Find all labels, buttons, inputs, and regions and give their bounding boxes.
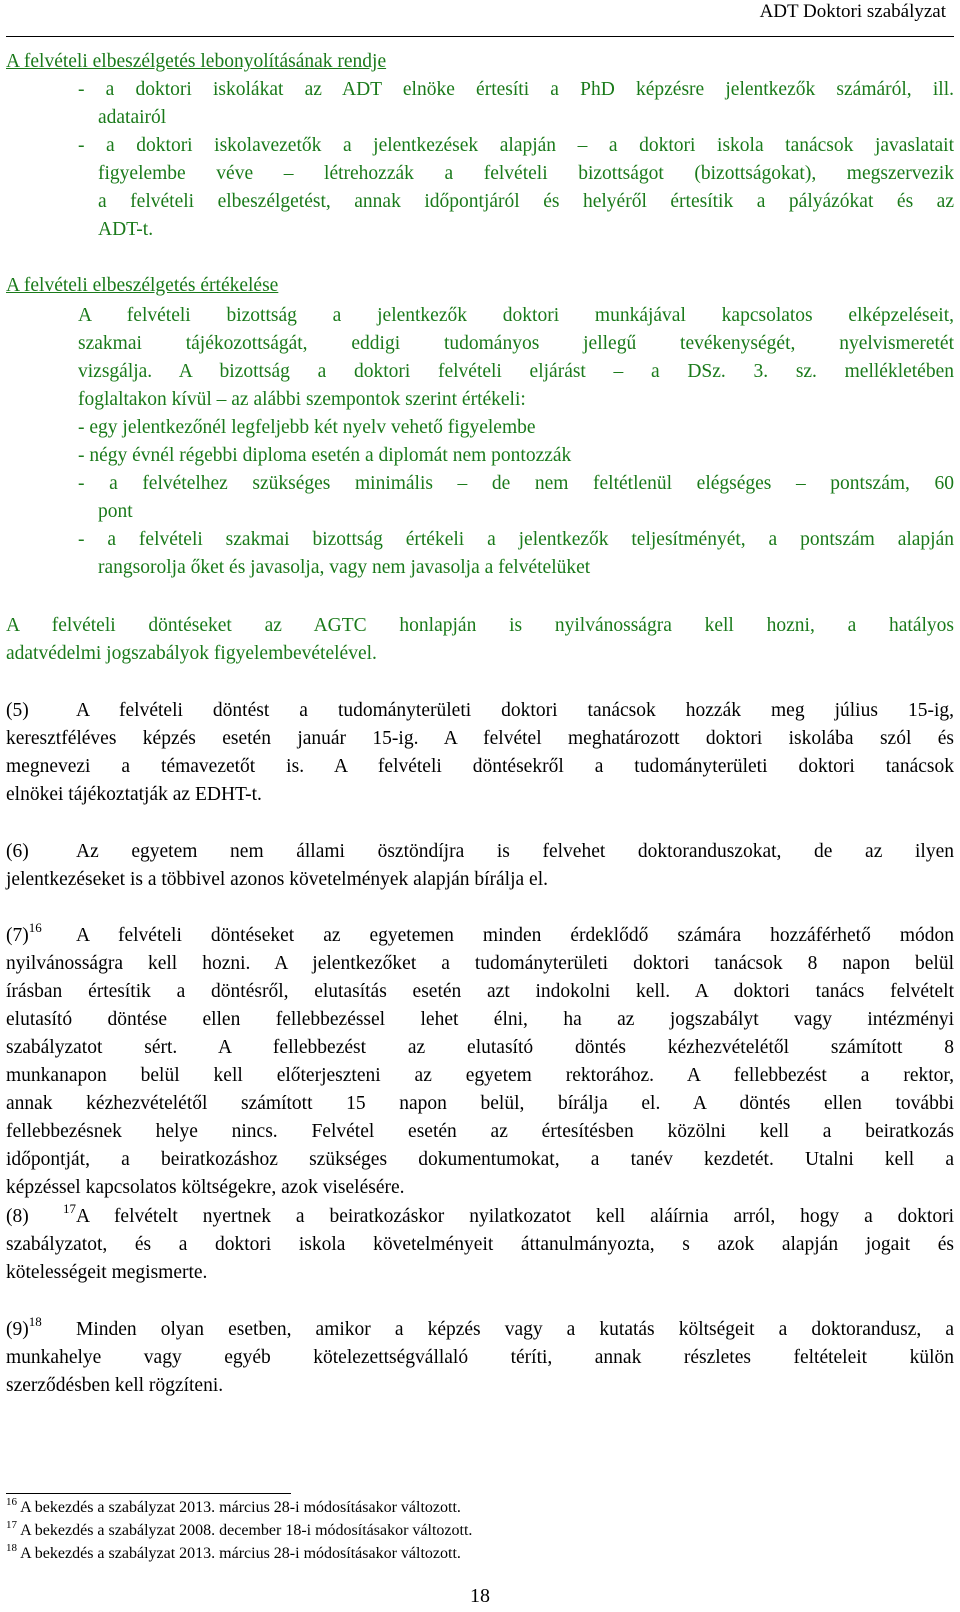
body-text-line: kötelességeit megismerte. [6,1262,208,1283]
footnote-separator [6,1493,291,1494]
list-item-continuation: pont [98,501,133,522]
paragraph-number: (6) [6,841,29,862]
list-item-continuation: rangsorolja őket és javasolja, vagy nem javasolja a felvételüket [98,557,591,578]
paragraph-9-first-line: $(9)^{18}$ Minden olyan esetben, amikor a képzés vagy a kutatás költségeit a doktorandusz, a [6,1316,954,1344]
footnote-ref: 16 [28,920,42,935]
footnote: $^{18}$ A bekezdés a szabályzat 2013. március 28-i módosításakor változott. [6,1542,461,1562]
paragraph-number: (8) $^{17}$ [6,1201,76,1227]
paragraph-8-first-line: (8) $^{17}$A felvételt nyertnek a beiratkozáskor nyilatkozatot kell aláírnia arról, hogy a doktori [6,1203,954,1231]
list-item-continuation: a felvételi elbeszélgetést, annak időpontjáról és helyéről értesítik a pályázókat és az [98,191,954,212]
body-text-line: fellebbezésnek helye nincs. Felvétel esetén az értesítésben közölni kell a beiratkozás [6,1121,954,1142]
list-item: - a felvételhez szükséges minimális – de nem feltétlenül elégséges – pontszám, 60 [78,473,954,494]
body-text-line: adatvédelmi jogszabályok figyelembevételével. [6,643,377,664]
body-text-line: szakmai tájékozottságát, eddigi tudományos jellegű tevékenységét, nyelvismeretét [78,333,954,354]
list-item: - egy jelentkezőnél legfeljebb két nyelv vehető figyelembe [78,417,536,438]
footnote-ref: 18 [28,1314,42,1329]
list-item-continuation: figyelembe véve – létrehozzák a felvételi bizottságot (bizottságokat), megszervezik [98,163,954,184]
list-item-continuation: ADT-t. [98,219,154,240]
paragraph-number: $(7)^{16}$ [6,920,42,946]
list-item: - a doktori iskolavezetők a jelentkezések alapján – a doktori iskola tanácsok javaslatait [78,135,954,156]
body-text-line: jelentkezéseket is a többivel azonos követelmények alapján bírálja el. [6,869,548,890]
body-text-line: időpontját, a beiratkozáshoz szükséges dokumentumokat, a tanév kezdetét. Utalni kell a [6,1149,954,1170]
page-number: 18 [470,1585,490,1607]
body-text-line: foglaltakon kívül – az alábbi szempontok szerint értékeli: [78,389,526,410]
body-text-line: képzéssel kapcsolatos költségekre, azok viselésére. [6,1177,405,1198]
section-heading-procedure: A felvételi elbeszélgetés lebonyolításának rendje [6,51,387,72]
body-text-line: munkahelye vagy egyéb kötelezettségvállaló téríti, annak részletes feltételeit külön [6,1347,954,1368]
list-item: - négy évnél régebbi diploma esetén a diplomát nem pontozzák [78,445,572,466]
list-item-continuation: adatairól [98,107,167,128]
body-text-line: elnökei tájékoztatják az EDHT-t. [6,784,262,805]
footnote: $^{16}$ A bekezdés a szabályzat 2013. március 28-i módosításakor változott. [6,1496,461,1516]
body-text-line: szerződésben kell rögzíteni. [6,1375,224,1396]
body-text-line: keresztféléves képzés esetén január 15-ig. A felvétel meghatározott doktori iskolába szól és [6,728,954,749]
body-text-line: A felvételi döntéseket az AGTC honlapján is nyilvánosságra kell hozni, a hatályos [6,615,954,636]
body-text-line: munkanapon belül kell előterjeszteni az egyetem rektorához. A fellebbezést a rektor, [6,1065,954,1086]
body-text-line: megnevezi a témavezetőt is. A felvételi döntésekről a tudományterületi doktori tanácsok [6,756,954,777]
body-text-line: A felvételi bizottság a jelentkezők doktori munkájával kapcsolatos elképzeléseit, [78,305,954,326]
body-text-line: szabályzatot, és a doktori iskola követelményeit áttanulmányozta, s azok alapján jogait és [6,1234,954,1255]
paragraph-5-first-line: (5) A felvételi döntést a tudományterületi doktori tanácsok hozzák meg július 15-ig, [6,697,954,725]
list-item: - a felvételi szakmai bizottság értékeli a jelentkezők teljesítményét, a pontszám alapján [78,529,954,550]
section-heading-evaluation: A felvételi elbeszélgetés értékelése [6,275,279,296]
paragraph-number: (5) [6,700,29,721]
body-text-line: nyilvánosságra kell hozni. A jelentkezőket a tudományterületi doktori tanácsok 8 napon belül [6,953,954,974]
body-text-line: írásban értesítik a döntésről, elutasítás esetén azt indokolni kell. A doktori tanács felvételt [6,981,954,1002]
paragraph-7-first-line: $(7)^{16}$ A felvételi döntéseket az egyetemen minden érdeklődő számára hozzáférhető módon [6,922,954,950]
running-header: ADT Doktori szabályzat [759,1,946,22]
paragraph-6-first-line: (6) Az egyetem nem állami ösztöndíjra is felvehet doktoranduszokat, de az ilyen [6,838,954,866]
paragraph-number: $(9)^{18}$ [6,1314,42,1340]
body-text-line: szabályzatot sért. A fellebbezést az elutasító döntés kézhezvételétől számított 8 [6,1037,954,1058]
body-text-line: vizsgálja. A bizottság a doktori felvételi eljárást – a DSz. 3. sz. mellékletében [78,361,954,382]
header-rule [6,36,954,37]
footnote: $^{17}$ A bekezdés a szabályzat 2008. december 18-i módosításakor változott. [6,1519,473,1539]
footnote-ref: 17 [63,1201,76,1216]
body-text-line: annak kézhezvételétől számított 15 napon belül, bírálja el. A döntés ellen további [6,1093,954,1114]
body-text-line: elutasító döntése ellen fellebbezéssel lehet élni, ha az jogszabályt vagy intézményi [6,1009,954,1030]
list-item: - a doktori iskolákat az ADT elnöke értesíti a PhD képzésre jelentkezők számáról, ill. [78,79,954,100]
